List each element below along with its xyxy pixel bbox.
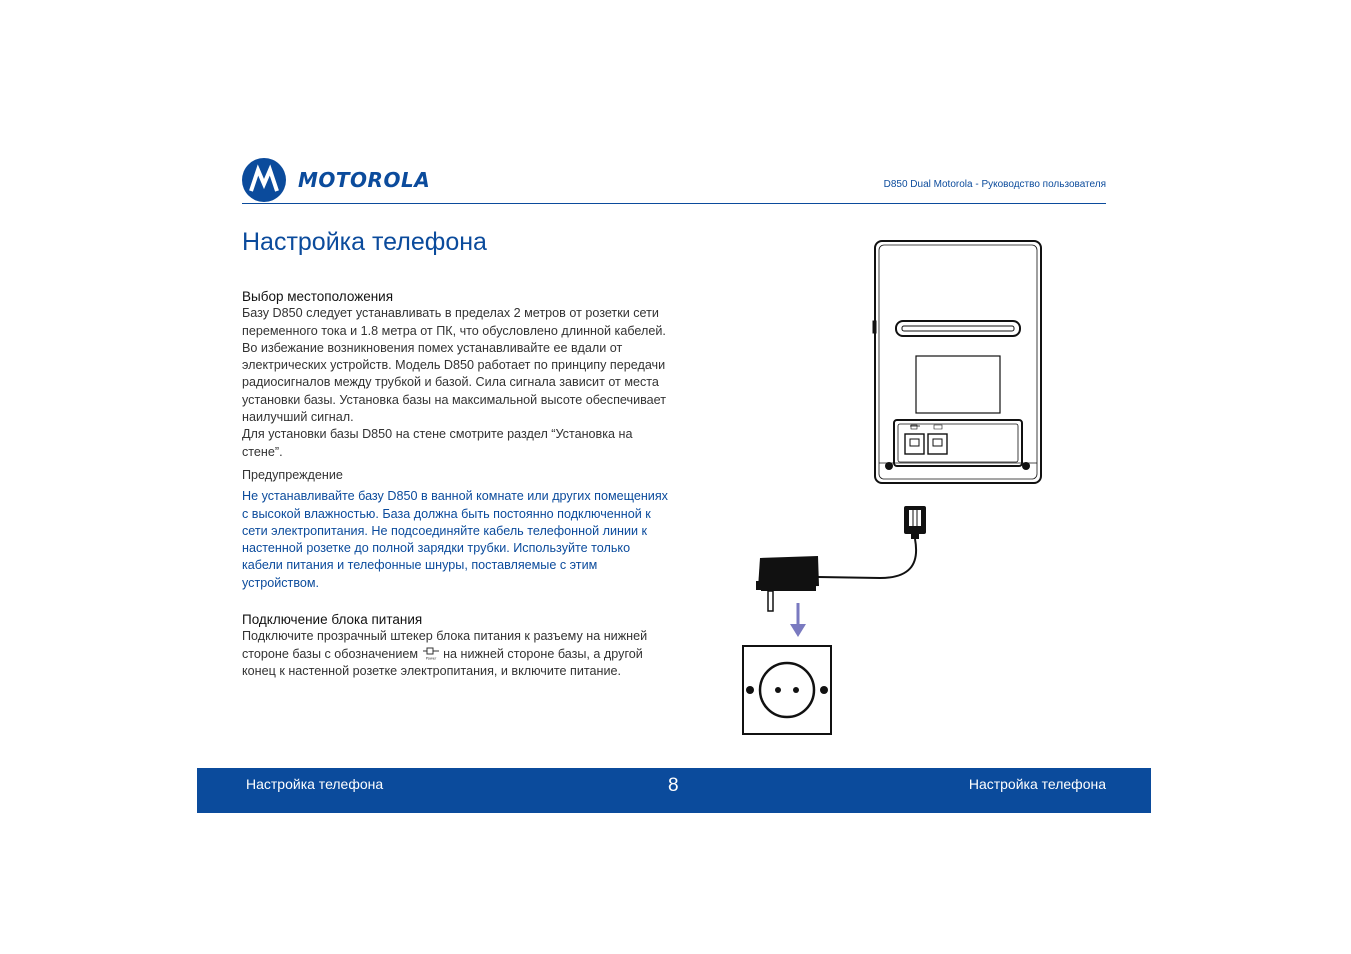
brand-wordmark: MOTOROLA <box>298 168 431 192</box>
footer-section-right: Настройка телефона <box>968 776 1106 792</box>
installation-diagram <box>730 236 1060 741</box>
page-title: Настройка телефона <box>242 228 487 256</box>
power-text-before: Подключите прозрачный штекер блока питания к разъему на нижней стороне базы с обозначением <box>242 629 648 661</box>
insert-arrow-icon <box>790 603 806 637</box>
location-paragraph: Базу D850 следует устанавливать в пределах 2 метров от розетки сети переменного тока и 1.8 метра от ПК, что обусловлено длинной кабелей. Во избежание возникновения помех устанавливайте ее вдали от электрических устройств. Модель D850 работает по принципу передачи радиосигналов между трубкой и базой. Сила сигнала зависит от места установки базы. Установка базы на максимальной высоте обеспечивает наилучший сигнал. <box>242 306 667 425</box>
section-heading-power: Подключение блока питания <box>242 612 423 628</box>
power-paragraph <box>242 628 672 680</box>
motorola-logo <box>242 158 430 202</box>
motorola-emblem-icon <box>242 158 286 202</box>
wall-mount-paragraph: Для установки базы D850 на стене смотрите раздел “Установка на стене”. <box>242 427 633 459</box>
warning-title: Предупреждение <box>242 467 343 482</box>
footer-section-left: Настройка телефона <box>246 776 384 792</box>
warning-text: Не устанавливайте базу D850 в ванной комнате или других помещениях с высокой влажностью. База должна быть постоянно подключенной к сети электропитания. Не подсоединяйте кабель телефонной линии к настенной розетке до полной зарядки трубки. Используйте только кабели питания и телефонные шнуры, поставляемые с этим устройством. <box>242 489 668 590</box>
power-adapter-icon <box>756 556 819 611</box>
base-station-illustration <box>873 241 1041 483</box>
main-text-column <box>242 288 672 680</box>
document-caption: D850 Dual Motorola - Руководство пользователя <box>883 179 1106 190</box>
section-heading-location: Выбор местоположения <box>242 289 394 304</box>
footer-bar <box>197 768 1151 813</box>
header-divider <box>242 203 1106 204</box>
page-number: 8 <box>668 775 679 796</box>
power-symbol-icon <box>422 646 440 660</box>
phone-line-plug-icon <box>904 506 926 539</box>
power-text-after: на нижней стороне базы, а другой конец к настенной розетке электропитания, и включите питание. <box>242 646 643 678</box>
power-cable <box>818 539 916 578</box>
wall-socket-icon <box>743 646 831 734</box>
power-symbol-label: Power <box>425 656 436 660</box>
